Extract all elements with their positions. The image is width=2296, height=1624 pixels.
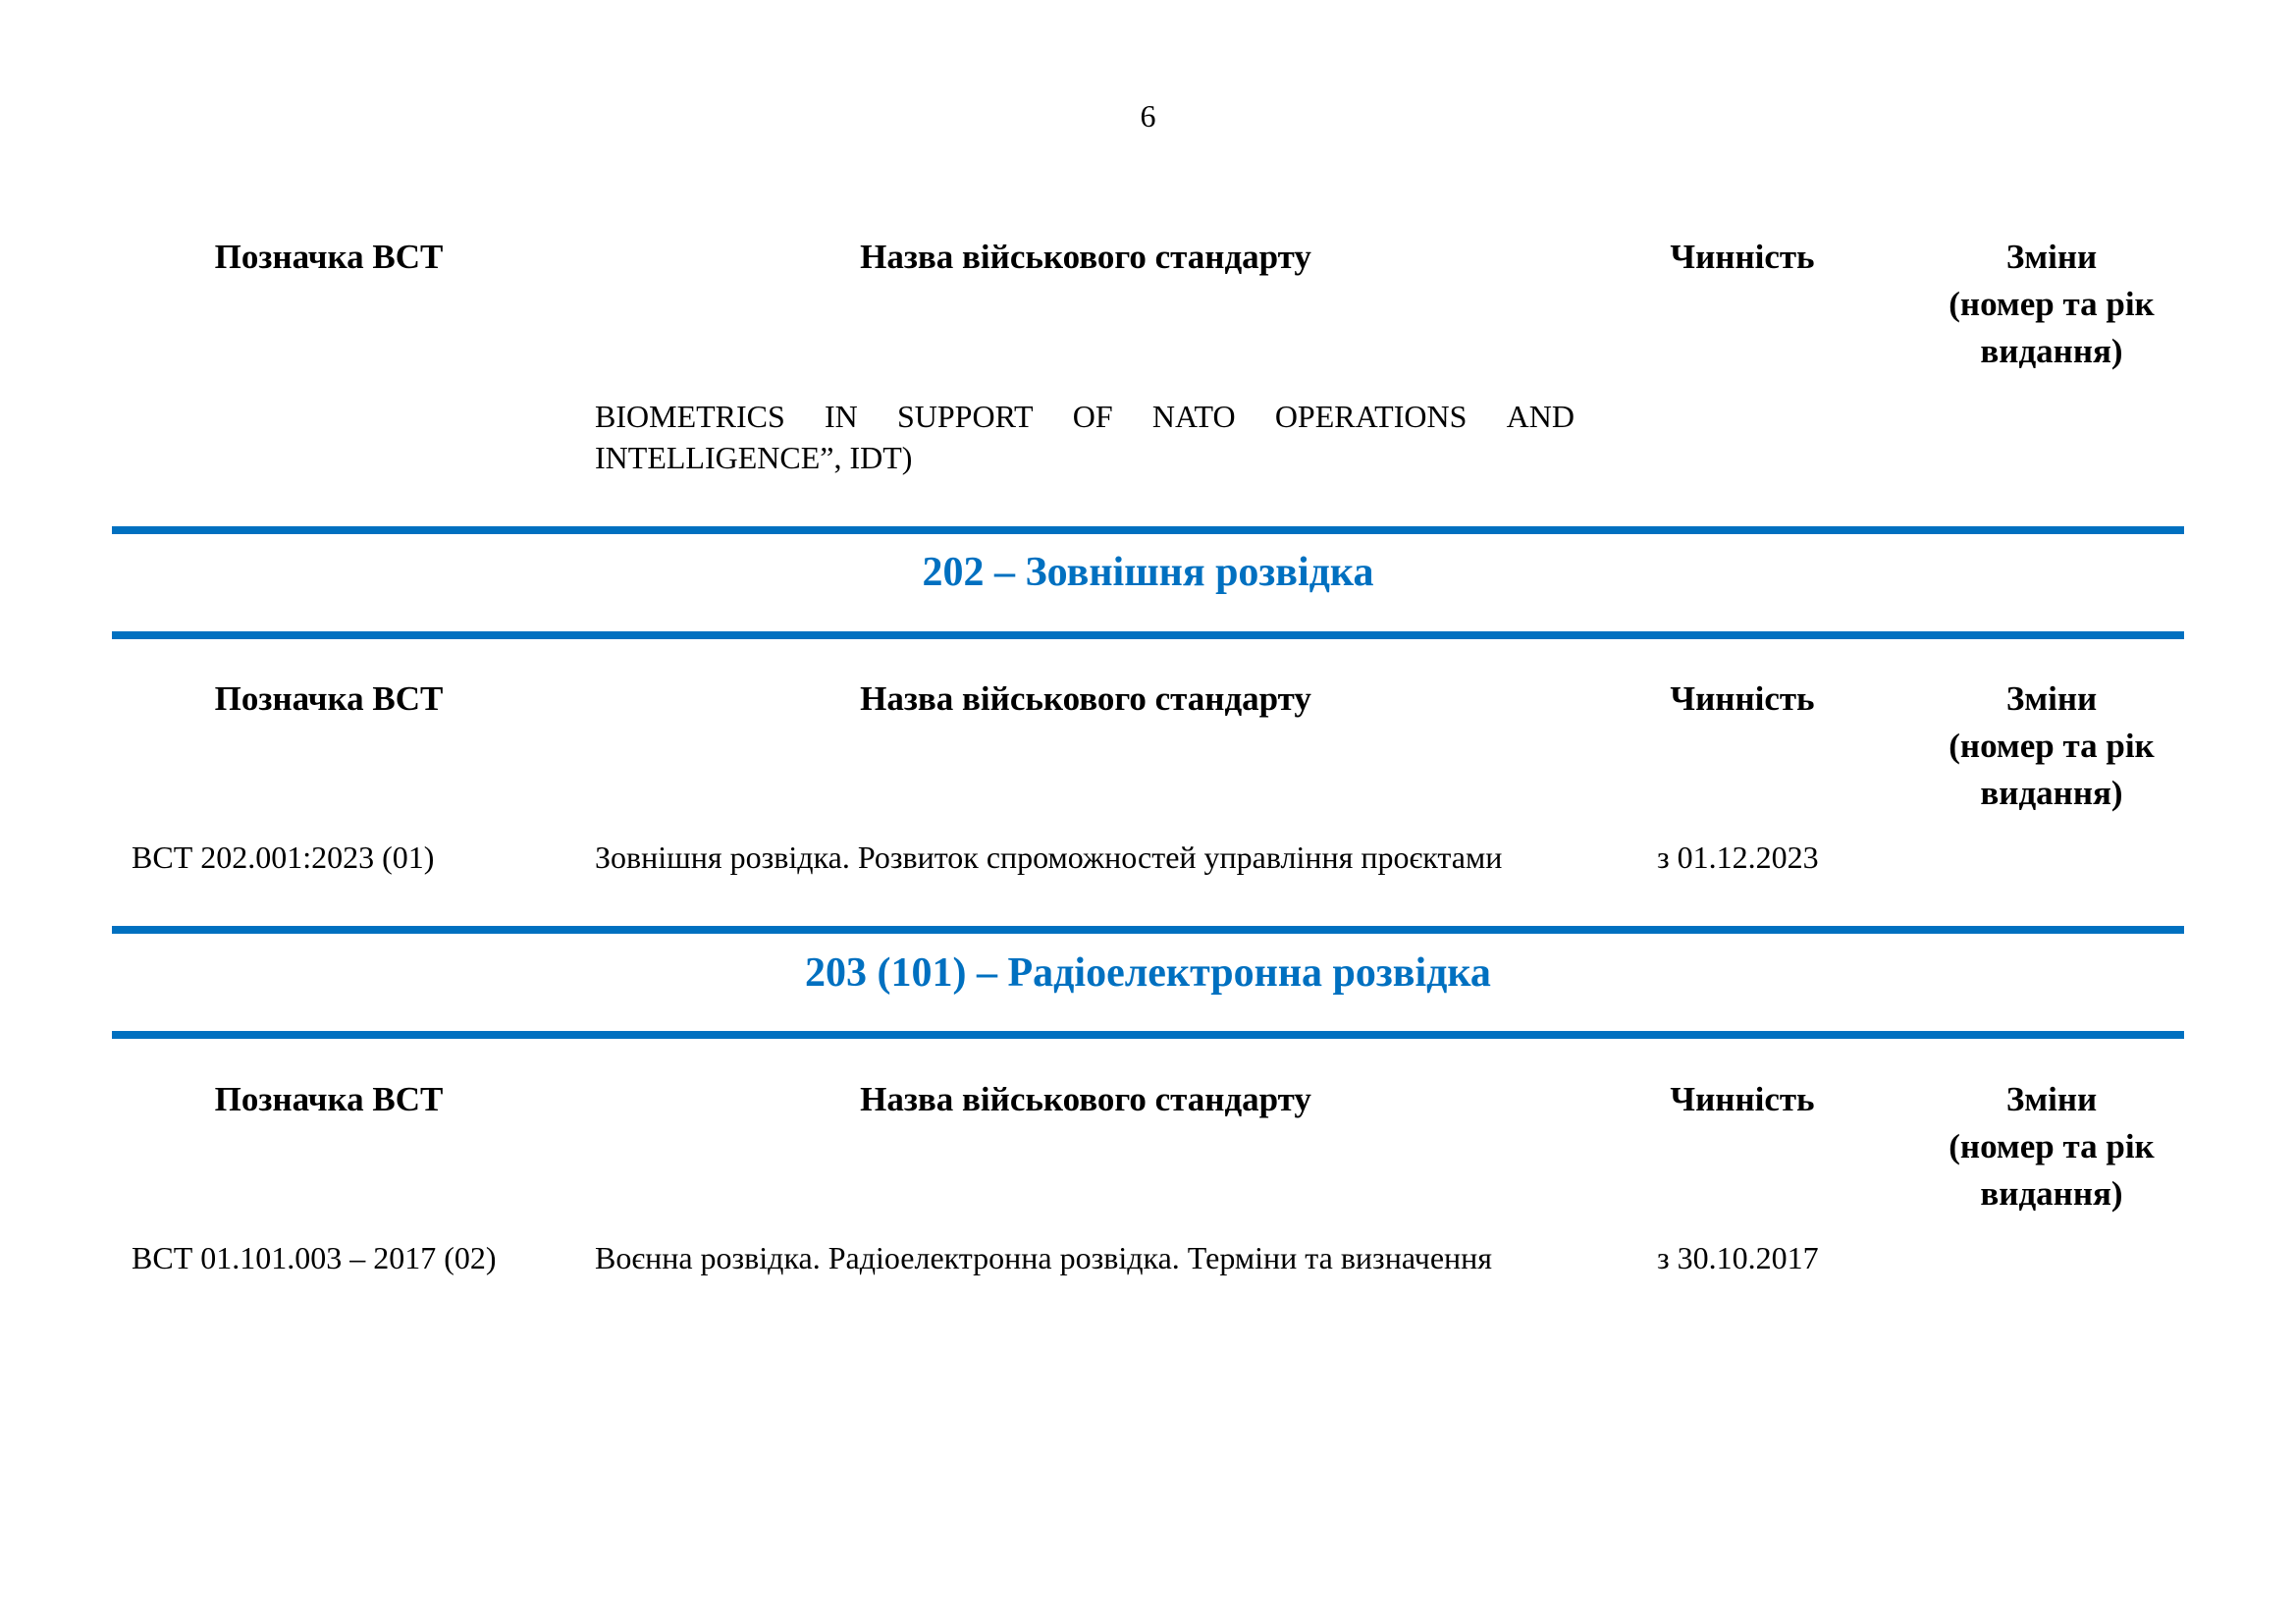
column-header-changes-line2: (номер та рік <box>1949 1127 2155 1165</box>
page-number: 6 <box>1140 98 1156 134</box>
section-divider-bottom <box>112 1031 2184 1039</box>
section-divider-top <box>112 926 2184 934</box>
row-name: Зовнішня розвідка. Розвиток спроможностей управління проєктами <box>595 839 1503 875</box>
section-divider-top <box>112 526 2184 534</box>
word: OPERATIONS <box>1274 399 1468 434</box>
row-code: ВСТ 01.101.003 – 2017 (02) <box>132 1240 497 1275</box>
word: IN <box>825 399 858 434</box>
column-header-changes-line1: Зміни <box>2005 238 2098 276</box>
column-header-changes-line3: видання) <box>1980 1174 2123 1213</box>
column-header-changes-line2: (номер та рік <box>1949 727 2155 765</box>
column-header-changes-line3: видання) <box>1980 774 2123 812</box>
column-header-changes-line3: видання) <box>1980 332 2123 370</box>
column-header-validity: Чинність <box>1670 679 1815 718</box>
column-header-code: Позначка ВСТ <box>214 238 444 276</box>
word: BIOMETRICS <box>595 399 785 434</box>
column-header-code: Позначка ВСТ <box>214 679 444 718</box>
section-title-203: 203 (101) – Радіоелектронна розвідка <box>805 950 1491 996</box>
continued-row-name-line2: INTELLIGENCE”, IDT) <box>595 440 913 475</box>
column-header-name: Назва військового стандарту <box>860 679 1311 718</box>
section-title-202: 202 – Зовнішня розвідка <box>922 550 1374 595</box>
column-header-validity: Чинність <box>1670 1080 1815 1118</box>
column-header-name: Назва військового стандарту <box>860 1080 1311 1118</box>
section-divider-bottom <box>112 631 2184 639</box>
column-header-validity: Чинність <box>1670 238 1815 276</box>
word: NATO <box>1151 399 1236 434</box>
column-header-name: Назва військового стандарту <box>860 238 1311 276</box>
column-header-changes-line2: (номер та рік <box>1949 285 2155 323</box>
word: SUPPORT <box>896 399 1034 434</box>
row-validity: з 30.10.2017 <box>1657 1240 1819 1275</box>
word: OF <box>1072 399 1113 434</box>
continued-row-name-line1 <box>595 396 1575 437</box>
continued-row-name <box>595 396 1575 478</box>
column-header-changes-line1: Зміни <box>2005 679 2098 718</box>
column-header-changes <box>1904 234 2199 375</box>
column-header-changes <box>1904 676 2199 817</box>
row-validity: з 01.12.2023 <box>1657 839 1819 875</box>
row-name: Воєнна розвідка. Радіоелектронна розвідка. Терміни та визначення <box>595 1240 1492 1275</box>
row-code: ВСТ 202.001:2023 (01) <box>132 839 435 875</box>
column-header-code: Позначка ВСТ <box>214 1080 444 1118</box>
column-header-changes <box>1904 1076 2199 1218</box>
word: AND <box>1506 399 1575 434</box>
column-header-changes-line1: Зміни <box>2005 1080 2098 1118</box>
